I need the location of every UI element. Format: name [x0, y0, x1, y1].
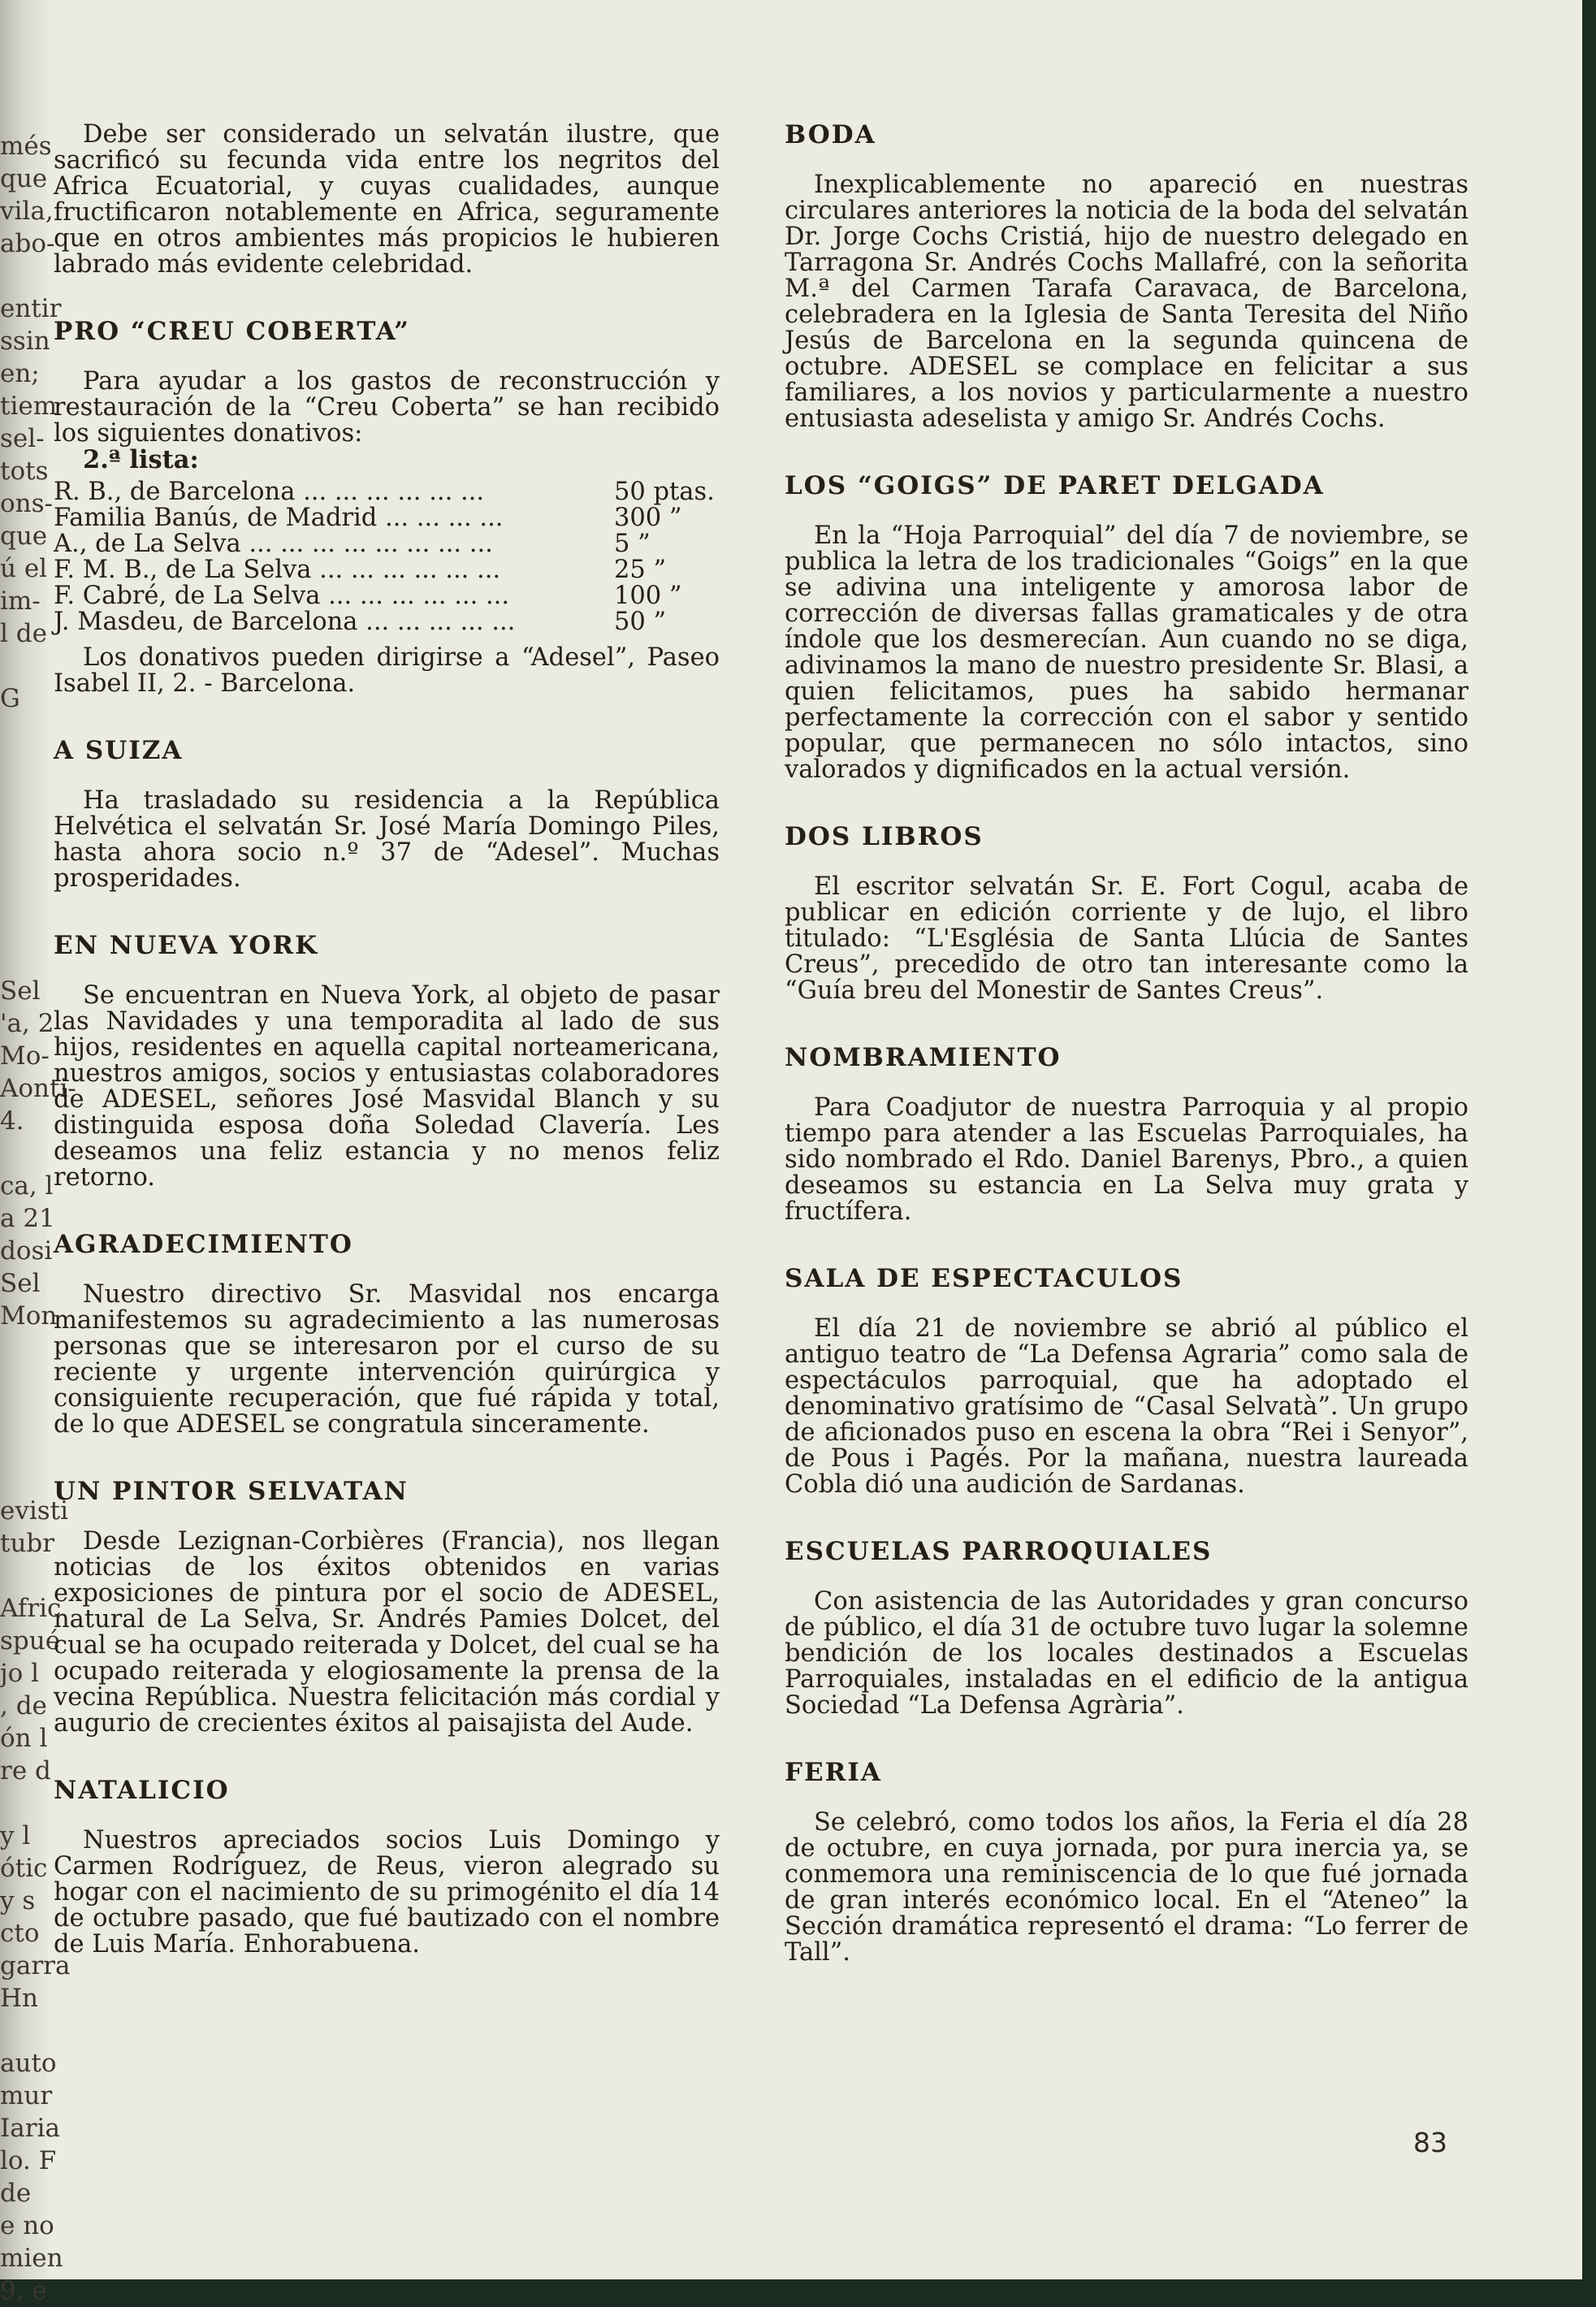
donor-name: F. M. B., de La Selva ... ... ... ... ... ... [54, 556, 501, 584]
donor-name: F. Cabré, de La Selva ... ... ... ... ... ... [54, 582, 510, 610]
edge-fragment: y l [0, 1821, 31, 1850]
edge-fragment: im- [0, 586, 41, 616]
section-text-boda: Inexplicablemente no apareció en nuestras circulares anteriores la noticia de la boda del selvatán Dr. Jorge Cochs Cristiá, hijo de nuestro delegado en Tarragona Sr. Andrés Cochs Mallafré, con la señorita M.ª del Carmen Tarafa Caravaca, de Barcelona, celebradera en la Iglesia de Santa Teresita del Niño Jesús de Barcelona en la segunda quincena de octubre. ADESEL se complace en felicitar a sus familiares, a los novios y particularmente a nuestro entusiasta adeselista y amigo Sr. Andrés Cochs. [785, 171, 1468, 433]
donation-list [54, 479, 720, 635]
edge-fragment [0, 877, 50, 910]
section-heading-natalicio: NATALICIO [54, 1776, 230, 1805]
section-heading-feria: FERIA [785, 1758, 882, 1787]
edge-fragment [0, 747, 50, 780]
edge-fragment: tots [0, 457, 49, 486]
section-text-en-nueva-york: Se encuentran en Nueva York, al objeto de pasar las Navidades y una temporadita al lado de sus hijos, residentes en aquella capital norteamericana, nuestros amigos, socios y entusiastas colaboradores de ADESEL, señores José Masvidal Blanch y su distinguida esposa doña Soledad Clavería. Les deseamos una feliz estancia y no menos feliz retorno. [54, 981, 720, 1192]
donation-row [54, 609, 720, 635]
section-text-dos-libros: El escritor selvatán Sr. E. Fort Cogul, acaba de publicar en edición corriente y de lujo, el libro titulado: “L'Església de Santa Llúcia de Santes Creus”, precedido de otro tan interesante como la “Guía breu del Monestir de Santes Creus”. [785, 872, 1468, 1005]
section-heading-goigs: LOS “GOIGS” DE PARET DELGADA [785, 471, 1325, 500]
donation-row [54, 557, 720, 583]
edge-fragment: ón l [0, 1724, 48, 1753]
edge-fragment: re d [0, 1756, 51, 1785]
section-heading-boda: BODA [785, 120, 876, 149]
edge-fragment: mien [0, 2244, 63, 2273]
edge-fragment: e no [0, 2211, 54, 2240]
section-text-sala-de-espectaculos: El día 21 de noviembre se abrió al público el antiguo teatro de “La Defensa Agraria” como sala de espectáculos parroquial, que ha adoptado el denominativo gratísimo de “Casal Selvatà”. Un grupo de aficionados puso en escena la obra “Rei i Senyor”, de Pous i Pagés. Por la mañana, nuestra laureada Cobla dió una audición de Sardanas. [785, 1314, 1468, 1499]
previous-page-edge-text [0, 130, 76, 2307]
edge-fragment: Mon [0, 1301, 58, 1331]
section-text-un-pintor-selvatan: Desde Lezignan-Corbières (Francia), nos llegan noticias de los éxitos obtenidos en varias exposiciones de pintura por el socio de ADESEL, natural de La Selva, Sr. Andrés Pamies Dolcet, del cual se ha ocupado reiterada y Dolcet, del cual se ha ocupado reiterada y elogiosamente la prensa de la vecina República. Nuestra felicitación más cordial y augurio de crecientes éxitos al paisajista del Aude. [54, 1527, 720, 1738]
edge-fragment: lo. F [0, 2146, 57, 2175]
edge-fragment: ssin [0, 327, 50, 356]
edge-fragment: ú el [0, 554, 48, 583]
edge-fragment: evisti [0, 1496, 69, 1526]
donation-amount: 50 ” [614, 608, 667, 636]
edge-fragment [0, 1365, 50, 1397]
donation-row [54, 479, 720, 505]
section-heading-escuelas-parroquiales: ESCUELAS PARROQUIALES [785, 1537, 1213, 1566]
section-text-escuelas-parroquiales: Con asistencia de las Autoridades y gran concurso de público, el día 31 de octubre tuvo lugar la solemne bendición de los locales destinados a Escuelas Parroquiales, instaladas en el edificio de la antigua Sociedad “La Defensa Agrària”. [785, 1587, 1468, 1720]
edge-fragment: G [0, 684, 20, 713]
donation-amount: 300 ” [614, 504, 682, 532]
edge-fragment [0, 1560, 50, 1592]
creu-intro-paragraph: Para ayudar a los gastos de reconstrucción y restauración de la “Creu Coberta” se han recibido los siguientes donativos: [54, 367, 720, 448]
edge-fragment: 4. [0, 1106, 24, 1136]
donor-name: A., de La Selva ... ... ... ... ... ... ... ... [54, 530, 493, 558]
edge-fragment: ca, l [0, 1171, 54, 1201]
edge-fragment: Sel [0, 1269, 41, 1298]
intro-paragraph: Debe ser considerado un selvatán ilustre, que sacrificó su fecunda vida entre los negritos del Africa Ecuatorial, y cuyas cualidades, aunque fructificaron notablemente en Africa, seguramente que en otros ambientes más propicios le hubieren labrado más evidente celebridad. [54, 120, 720, 279]
edge-fragment [0, 812, 50, 845]
edge-fragment: 'a, 2 [0, 1009, 54, 1038]
edge-fragment: , de [0, 1691, 47, 1721]
edge-fragment: mur [0, 2081, 53, 2110]
donation-amount: 50 ptas. [614, 478, 715, 506]
section-text-nombramiento: Para Coadjutor de nuestra Parroquia y al propio tiempo para atender a las Escuelas Parroquiales, ha sido nombrado el Rdo. Daniel Barenys, Pbro., a quien deseamos su estancia en La Selva muy grata y fructífera. [785, 1093, 1468, 1226]
donation-list-label: 2.ª lista: [83, 445, 199, 474]
edge-fragment [0, 1787, 50, 1820]
section-heading-nombramiento: NOMBRAMIENTO [785, 1043, 1062, 1072]
edge-fragment: cto [0, 1919, 40, 1948]
edge-fragment: jo l [0, 1659, 40, 1688]
donation-amount: 5 ” [614, 530, 651, 558]
donation-row [54, 505, 720, 531]
edge-fragment [0, 1462, 50, 1495]
edge-fragment: garra [0, 1951, 71, 1980]
edge-fragment: més [0, 132, 52, 161]
section-text-goigs: En la “Hoja Parroquial” del día 7 de noviembre, se publica la letra de los tradicionales “Goigs” en la que se adivina una inteligente y amorosa labor de corrección de diversas fallas gramaticales y de otra índole que los desmerecían. Aun cuando no se diga, adivinamos la mano de nuestro presidente Sr. Blasi, a quien felicitamos, pues ha sabido hermanar perfectamente la corrección con el sabor y sentido popular, que permanecen no sólo intactos, sino valorados y dignificados en la actual versión. [785, 522, 1468, 784]
section-heading-a-suiza: A SUIZA [54, 736, 184, 765]
section-heading-en-nueva-york: EN NUEVA YORK [54, 931, 319, 960]
edge-fragment: en; [0, 359, 40, 388]
right-column [785, 122, 1468, 1966]
section-text-agradecimiento: Nuestro directivo Sr. Masvidal nos encarga manifestemos su agradecimiento a las numerosas personas que se interesaron por el curso de su reciente y urgente intervención quirúrgica y consiguiente recuperación, que fué rápida y total, de lo que ADESEL se congratula sinceramente. [54, 1280, 720, 1439]
edge-fragment: Iaria [0, 2114, 60, 2143]
edge-fragment: ótic [0, 1854, 48, 1883]
edge-fragment: Hn [0, 1984, 38, 2013]
edge-fragment [0, 942, 50, 975]
edge-fragment: entir [0, 294, 62, 323]
edge-fragment [0, 650, 50, 682]
edge-fragment [0, 260, 50, 292]
donation-amount: 25 ” [614, 556, 667, 584]
edge-fragment [0, 845, 50, 877]
donation-row [54, 583, 720, 609]
left-column [54, 122, 720, 1958]
section-heading-un-pintor-selvatan: UN PINTOR SELVATAN [54, 1477, 409, 1506]
edge-fragment: sel- [0, 424, 45, 453]
edge-fragment: que [0, 164, 48, 193]
edge-fragment: tubr [0, 1529, 55, 1558]
section-text-natalicio: Nuestros apreciados socios Luis Domingo y Carmen Rodríguez, de Reus, vieron alegrado su hogar con el nacimiento de su primogénito el día 14 de octubre pasado, que fué bautizado con el nombre de Luis María. Enhorabuena. [54, 1826, 720, 1959]
edge-fragment: y s [0, 1886, 36, 1915]
edge-fragment: que [0, 522, 48, 551]
creu-outro-paragraph: Los donativos pueden dirigirse a “Adesel”, Paseo Isabel II, 2. - Barcelona. [54, 643, 720, 698]
edge-fragment: dosi [0, 1236, 53, 1266]
donor-name: J. Masdeu, de Barcelona ... ... ... ... ... [54, 608, 516, 636]
section-heading-dos-libros: DOS LIBROS [785, 822, 984, 851]
page-number: 83 [1413, 2127, 1447, 2158]
edge-fragment: spué [0, 1626, 61, 1656]
edge-fragment: ons- [0, 489, 54, 518]
edge-fragment [0, 1137, 50, 1170]
edge-fragment: auto [0, 2049, 57, 2078]
edge-fragment: a 21 [0, 1204, 55, 1233]
donor-name: R. B., de Barcelona ... ... ... ... ... ... [54, 478, 485, 506]
edge-fragment [0, 1332, 50, 1365]
donation-amount: 100 ” [614, 582, 682, 610]
edge-fragment: Mo- [0, 1041, 50, 1071]
section-text-a-suiza: Ha trasladado su residencia a la República Helvética el selvatán Sr. José María Domingo Piles, hasta ahora socio n.º 37 de “Adesel”. Muchas prosperidades. [54, 786, 720, 893]
section-heading-creu-coberta: PRO “CREU COBERTA” [54, 317, 410, 346]
edge-fragment: l de [0, 619, 47, 648]
section-text-feria: Se celebró, como todos los años, la Feria el día 28 de octubre, en cuya jornada, por pura inercia ya, se conmemora una reminiscencia de lo que fué jornada de gran interés económico local. En el “Ateneo” la Sección dramática representó el drama: “Lo ferrer de Tall”. [785, 1808, 1468, 1967]
edge-fragment: de [0, 2179, 32, 2208]
edge-fragment: abo- [0, 229, 55, 258]
edge-fragment: Afric [0, 1594, 62, 1623]
edge-fragment [0, 1397, 50, 1430]
edge-fragment [0, 910, 50, 942]
section-heading-agradecimiento: AGRADECIMIENTO [54, 1230, 353, 1259]
edge-fragment: vila, [0, 197, 54, 226]
edge-fragment: tiem [0, 392, 58, 421]
edge-fragment: 9, e [0, 2276, 47, 2305]
edge-fragment [0, 1430, 50, 1462]
section-heading-sala-de-espectaculos: SALA DE ESPECTACULOS [785, 1264, 1183, 1293]
edge-fragment [0, 2015, 50, 2047]
edge-fragment [0, 780, 50, 812]
donation-row [54, 531, 720, 557]
edge-fragment: Sel [0, 976, 41, 1006]
edge-fragment [0, 715, 50, 747]
edge-fragment: Aonti- [0, 1074, 76, 1103]
donor-name: Familia Banús, de Madrid ... ... ... ... [54, 504, 504, 532]
